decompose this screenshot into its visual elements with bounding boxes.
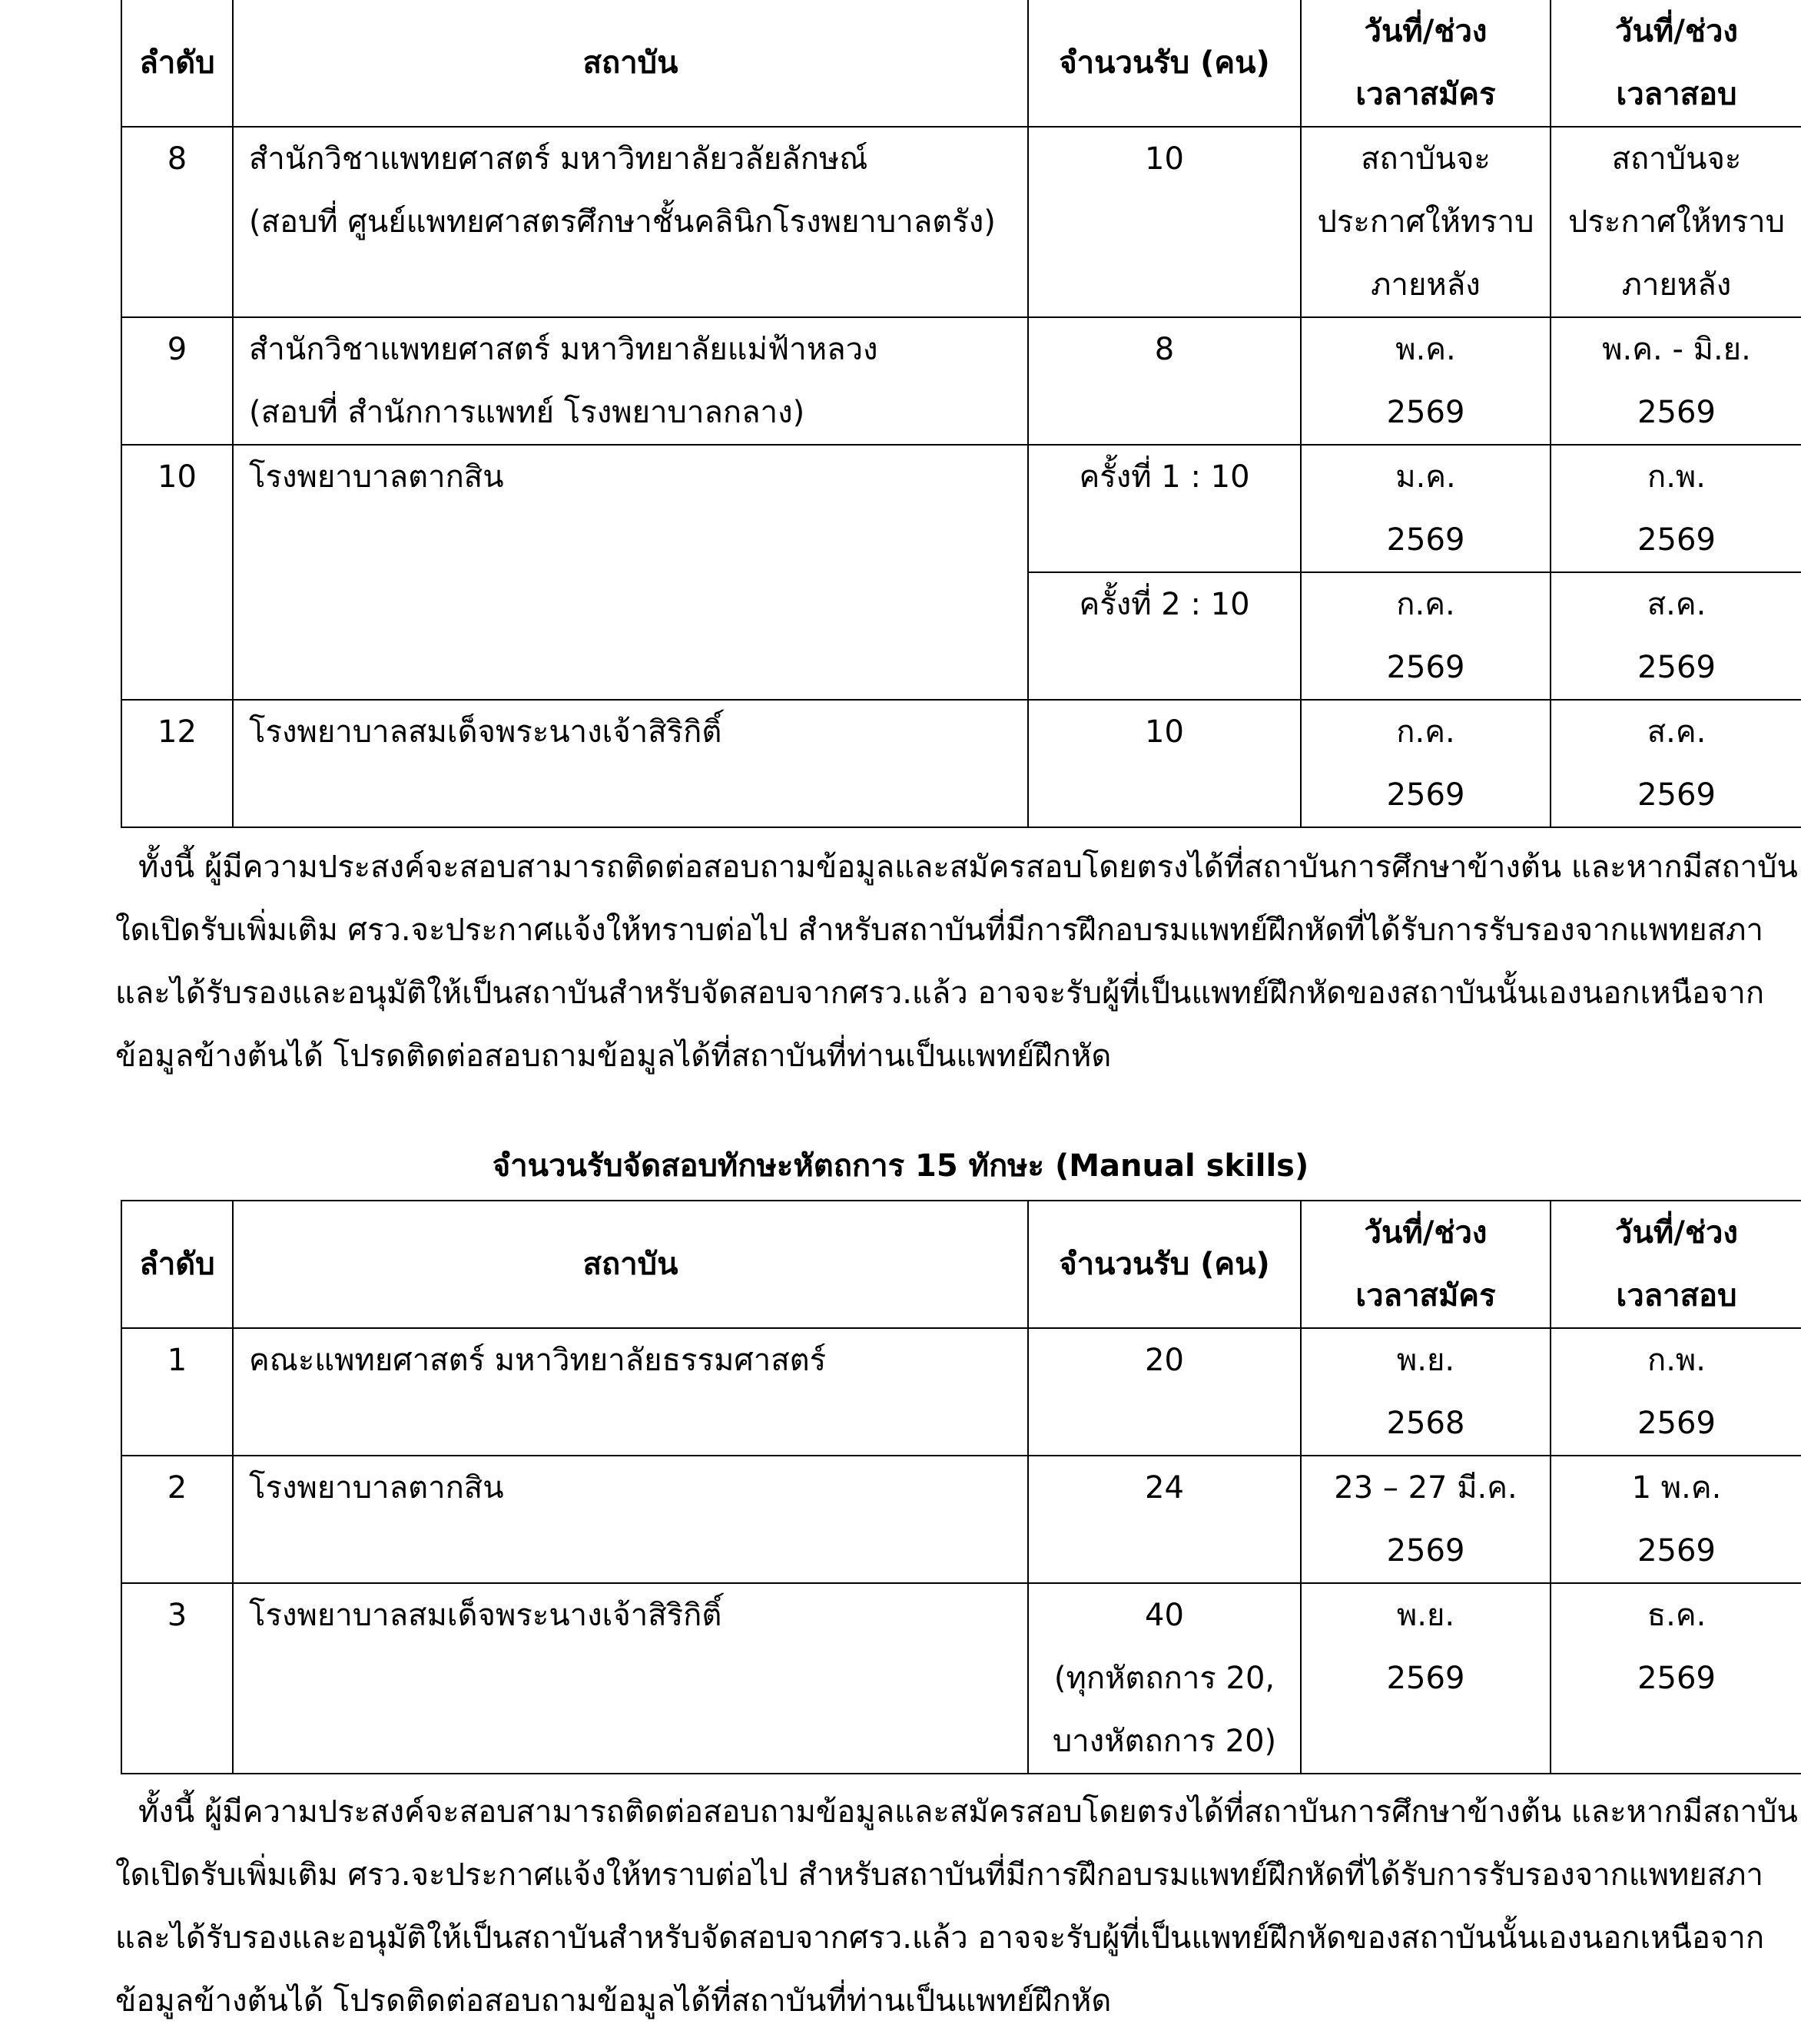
- row-apply-period: พ.ย. 2569: [1301, 1583, 1551, 1774]
- header-institution: สถาบัน: [233, 1201, 1028, 1328]
- row-institution: คณะแพทยศาสตร์ มหาวิทยาลัยธรรมศาสตร์: [233, 1328, 1028, 1456]
- header-quota: จำนวนรับ (คน): [1028, 1201, 1301, 1328]
- table-row: [121, 1583, 1801, 1774]
- header-exam-period: วันที่/ช่วง เวลาสอบ: [1551, 0, 1801, 127]
- table-row: [121, 1456, 1801, 1583]
- row-exam-period: สถาบันจะ ประกาศให้ทราบ ภายหลัง: [1551, 127, 1801, 317]
- row-exam-period: ธ.ค. 2569: [1551, 1583, 1801, 1774]
- row-apply-period: ม.ค. 2569: [1301, 445, 1551, 572]
- header-apply-period: วันที่/ช่วง เวลาสมัคร: [1301, 1201, 1551, 1328]
- row-institution: โรงพยาบาลตากสิน: [233, 1456, 1028, 1583]
- row-no: 1: [121, 1328, 233, 1456]
- row-no: 2: [121, 1456, 233, 1583]
- row-exam-period: ก.พ. 2569: [1551, 1328, 1801, 1456]
- row-quota-round-2: ครั้งที่ 2 : 10: [1028, 572, 1301, 700]
- row-quota: 20: [1028, 1328, 1301, 1456]
- quota-table-2: [121, 1200, 1801, 1774]
- row-quota: 8: [1028, 317, 1301, 445]
- row-exam-period: พ.ค. - มิ.ย. 2569: [1551, 317, 1801, 445]
- row-apply-period: 23 – 27 มี.ค. 2569: [1301, 1456, 1551, 1583]
- row-exam-period: ส.ค. 2569: [1551, 572, 1801, 700]
- row-apply-period: พ.ย. 2568: [1301, 1328, 1551, 1456]
- note-paragraph-1: ทั้งนี้ ผู้มีความประสงค์จะสอบสามารถติดต่อสอบถามข้อมูลและสมัครสอบโดยตรงได้ที่สถาบันการศึกษาข้างต้น และหากมีสถาบัน ใดเปิดรับเพิ่มเติม ศรว.จะประกาศแจ้งให้ทราบต่อไป สำหรับสถาบันที่มีการฝึกอบรมแพทย์ฝึกหัดที่ได้รับการรับรองจากแพทยสภา และได้รับรองและอนุมัติให้เป็นสถาบันสำหรับจัดสอบจากศรว.แล้ว อาจจะรับผู้ที่เป็นแพทย์ฝึกหัดของสถาบันนั้นเองนอกเหนือจาก ข้อมูลข้างต้นได้ โปรดติดต่อสอบถามข้อมูลได้ที่สถาบันที่ท่านเป็นแพทย์ฝึกหัด: [115, 850, 1798, 1074]
- table-header-row: [121, 0, 1801, 127]
- row-apply-period: สถาบันจะ ประกาศให้ทราบ ภายหลัง: [1301, 127, 1551, 317]
- row-quota: 40 (ทุกหัตถการ 20, บางหัตถการ 20): [1028, 1583, 1301, 1774]
- row-no: 3: [121, 1583, 233, 1774]
- row-institution: สำนักวิชาแพทยศาสตร์ มหาวิทยาลัยแม่ฟ้าหลวง (สอบที่ สำนักการแพทย์ โรงพยาบาลกลาง): [233, 317, 1028, 445]
- row-no: 8: [121, 127, 233, 317]
- table-row: [121, 445, 1801, 572]
- header-apply-period: วันที่/ช่วง เวลาสมัคร: [1301, 0, 1551, 127]
- header-institution: สถาบัน: [233, 0, 1028, 127]
- header-no: ลำดับ: [121, 1201, 233, 1328]
- row-no: 10: [121, 445, 233, 700]
- table-row: [121, 700, 1801, 827]
- row-quota: 10: [1028, 700, 1301, 827]
- row-apply-period: ก.ค. 2569: [1301, 572, 1551, 700]
- row-apply-period: พ.ค. 2569: [1301, 317, 1551, 445]
- row-exam-period: 1 พ.ค. 2569: [1551, 1456, 1801, 1583]
- row-quota: 24: [1028, 1456, 1301, 1583]
- row-exam-period: ส.ค. 2569: [1551, 700, 1801, 827]
- header-quota: จำนวนรับ (คน): [1028, 0, 1301, 127]
- row-institution: สำนักวิชาแพทยศาสตร์ มหาวิทยาลัยวลัยลักษณ์ (สอบที่ ศูนย์แพทยศาสตรศึกษาชั้นคลินิกโรงพยาบาลตรัง): [233, 127, 1028, 317]
- row-no: 12: [121, 700, 233, 827]
- note-paragraph-2: ทั้งนี้ ผู้มีความประสงค์จะสอบสามารถติดต่อสอบถามข้อมูลและสมัครสอบโดยตรงได้ที่สถาบันการศึกษาข้างต้น และหากมีสถาบัน ใดเปิดรับเพิ่มเติม ศรว.จะประกาศแจ้งให้ทราบต่อไป สำหรับสถาบันที่มีการฝึกอบรมแพทย์ฝึกหัดที่ได้รับการรับรองจากแพทยสภา และได้รับรองและอนุมัติให้เป็นสถาบันสำหรับจัดสอบจากศรว.แล้ว อาจจะรับผู้ที่เป็นแพทย์ฝึกหัดของสถาบันนั้นเองนอกเหนือจาก ข้อมูลข้างต้นได้ โปรดติดต่อสอบถามข้อมูลได้ที่สถาบันที่ท่านเป็นแพทย์ฝึกหัด: [115, 1794, 1798, 2019]
- row-institution: โรงพยาบาลสมเด็จพระนางเจ้าสิริกิติ์: [233, 1583, 1028, 1774]
- row-quota-round-1: ครั้งที่ 1 : 10: [1028, 445, 1301, 572]
- header-exam-period: วันที่/ช่วง เวลาสอบ: [1551, 1201, 1801, 1328]
- table-row: [121, 127, 1801, 317]
- row-institution: โรงพยาบาลสมเด็จพระนางเจ้าสิริกิติ์: [233, 700, 1028, 827]
- row-no: 9: [121, 317, 233, 445]
- quota-table-1: [121, 0, 1801, 828]
- table-row: [121, 1328, 1801, 1456]
- section-title-manual-skills: จำนวนรับจัดสอบทักษะหัตถการ 15 ทักษะ (Manual skills): [492, 1148, 1309, 1184]
- row-exam-period: ก.พ. 2569: [1551, 445, 1801, 572]
- row-institution: โรงพยาบาลตากสิน: [233, 445, 1028, 700]
- table-header-row: [121, 1201, 1801, 1328]
- table-row: [121, 317, 1801, 445]
- header-no: ลำดับ: [121, 0, 233, 127]
- row-quota: 10: [1028, 127, 1301, 317]
- row-apply-period: ก.ค. 2569: [1301, 700, 1551, 827]
